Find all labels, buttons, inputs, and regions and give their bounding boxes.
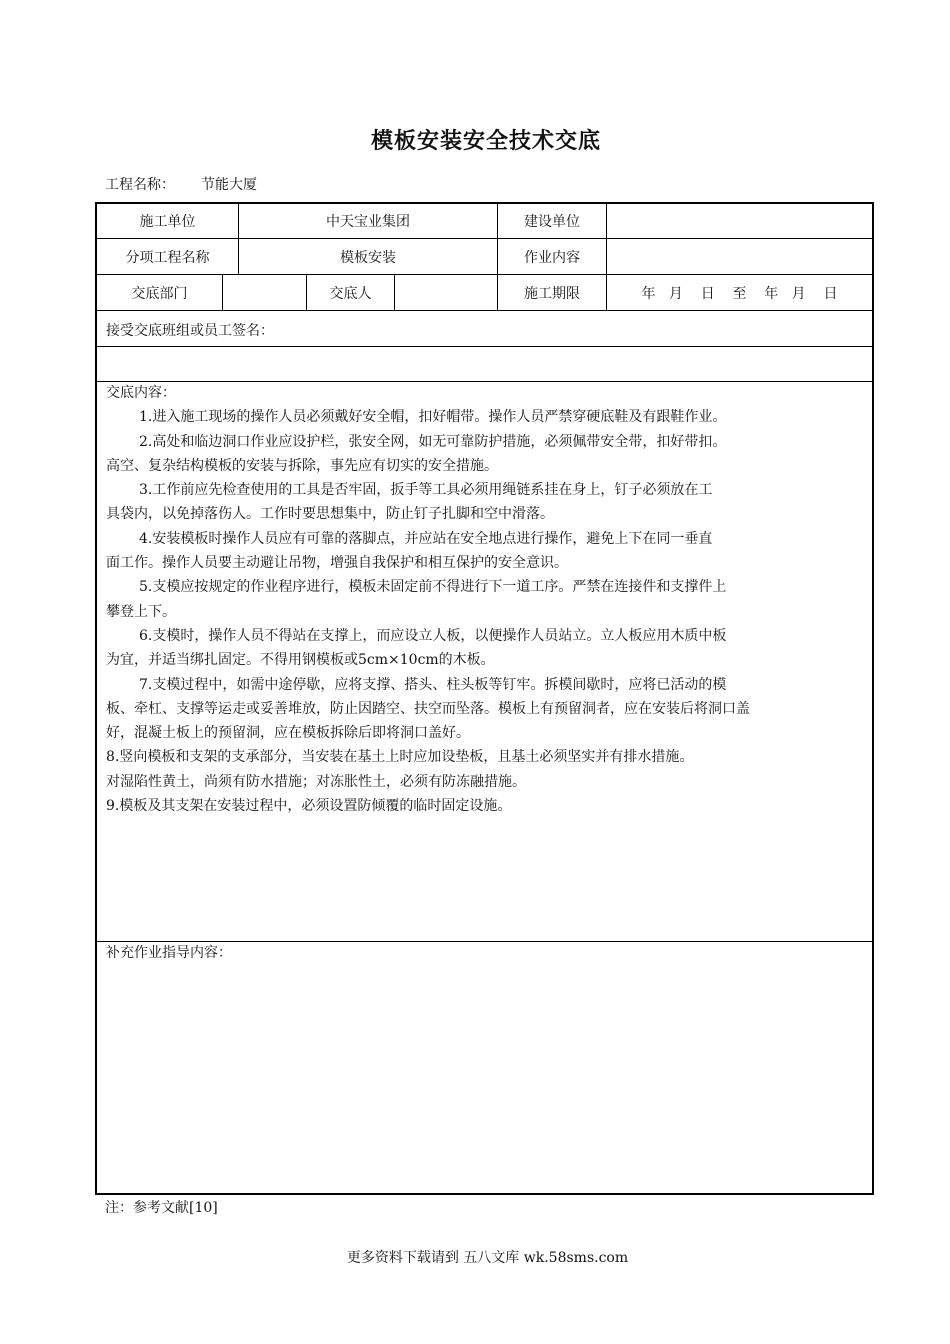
document-title: 模板安装安全技术交底 [370,128,601,154]
content-line: 具袋内，以免掉落伤人。工作时要思想集中，防止钉子扎脚和空中滑落。 [106,506,554,523]
work-content-value [607,239,872,274]
content-label: 交底内容： [106,385,176,401]
project-name-label: 工程名称： [105,177,175,193]
content-line: 为宜，并适当绑扎固定。不得用钢模板或5cm×10cm的木板。 [106,652,495,669]
briefing-form-table [95,202,874,1195]
construction-period-label: 施工期限 [524,285,580,302]
construction-period-value: 年 月 日 至 年 月 日 [641,285,838,302]
content-line: 面工作。操作人员要主动避让吊物，增强自我保护和相互保护的安全意识。 [106,555,568,572]
footer-text: 更多资料下载请到 五八文库 wk.58sms.com [346,1250,629,1266]
content-line: 7.支模过程中，如需中途停歇，应将支撑、搭头、柱头板等钉牢。拆模间歇时，应将已活动的模 [139,676,727,693]
content-line: 攀登上下。 [106,603,176,620]
construction-unit-value: 中天宝业集团 [326,214,410,230]
briefing-person-label: 交底人 [329,285,372,302]
reference-note: 注：参考文献[10] [105,1200,218,1216]
content-line: 2.高处和临边洞口作业应设护栏，张安全网，如无可靠防护措施，必须佩带安全带，扣好带扣。 [139,433,727,450]
project-name-value: 节能大厦 [201,177,257,193]
content-line: 1.进入施工现场的操作人员必须戴好安全帽，扣好帽带。操作人员严禁穿硬底鞋及有跟鞋作业。 [139,409,727,426]
content-line: 9.模板及其支架在安装过程中，必须设置防倾覆的临时固定设施。 [106,798,512,815]
construction-unit-label: 施工单位 [139,214,196,230]
signature-label: 接受交底班组或员工签名： [106,323,274,339]
sub-project-label: 分项工程名称 [125,249,210,266]
project-name-row [105,174,257,194]
sub-project-value: 模板安装 [340,249,396,266]
build-unit-label: 建设单位 [524,214,580,230]
content-line: 3.工作前应先检查使用的工具是否牢固，扳手等工具必须用绳链系挂在身上，钉子必须放在工 [139,482,713,499]
briefing-dept-value [223,275,306,310]
content-line: 4.安装模板时操作人员应有可靠的落脚点，并应站在安全地点进行操作，避免上下在同一垂直 [139,530,713,547]
briefing-person-value [395,275,497,310]
content-line: 高空、复杂结构模板的安装与拆除，事先应有切实的安全措施。 [106,457,498,474]
content-line: 对湿陷性黄土，尚须有防水措施；对冻胀性土，必须有防冻融措施。 [106,773,526,790]
content-line: 好，混凝土板上的预留洞，应在模板拆除后即将洞口盖好。 [106,725,470,742]
row-divider [97,346,872,347]
content-line: 8.竖向模板和支架的支承部分，当安装在基土上时应加设垫板，且基土必须坚实并有排水措施。 [106,749,694,766]
supplement-label: 补充作业指导内容： [106,945,232,961]
row-divider [97,310,872,311]
content-line: 6.支模时，操作人员不得站在支撑上，而应设立人板，以便操作人员站立。立人板应用木质中板 [139,627,727,644]
work-content-label: 作业内容 [524,249,580,266]
build-unit-value [607,204,872,238]
content-line: 5.支模应按规定的作业程序进行，模板未固定前不得进行下一道工序。严禁在连接件和支撑件上 [139,579,727,596]
briefing-content [106,381,871,818]
briefing-dept-label: 交底部门 [131,285,188,302]
content-line: 板、牵杠、支撑等运走或妥善堆放，防止因踏空、扶空而坠落。模板上有预留洞者，应在安装后将洞口盖 [106,700,750,717]
